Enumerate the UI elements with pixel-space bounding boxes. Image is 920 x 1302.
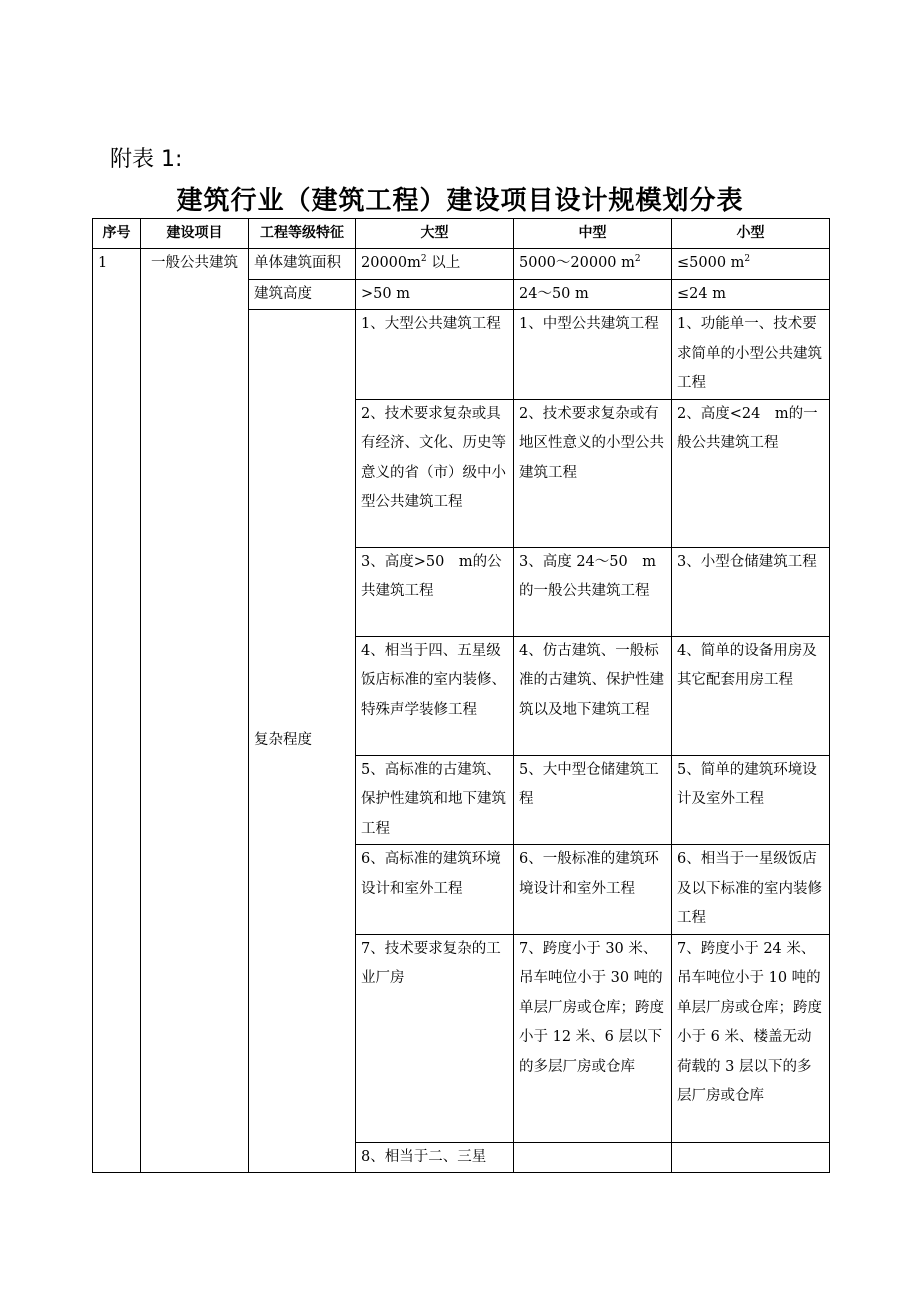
complexity-medium: 3、高度 24～50 m的一般公共建筑工程 (514, 547, 672, 636)
complexity-small: 1、功能单一、技术要求简单的小型公共建筑工程 (672, 310, 830, 400)
complexity-medium: 6、一般标准的建筑环境设计和室外工程 (514, 845, 672, 935)
area-large (356, 249, 514, 280)
header-medium: 中型 (514, 219, 672, 249)
height-small: ≤24 m (672, 279, 830, 310)
height-label: 建筑高度 (249, 279, 356, 310)
area-large-value: 20000m (361, 255, 421, 271)
area-large-unit-sup: 2 (420, 254, 427, 264)
complexity-medium: 7、跨度小于 30 米、吊车吨位小于 30 吨的单层厂房或仓库；跨度小于 12 米、6 层以下的多层厂房或仓库 (514, 934, 672, 1142)
complexity-small: 4、简单的设备用房及其它配套用房工程 (672, 636, 830, 755)
area-small-value: ≤5000 m (677, 255, 745, 271)
complexity-large: 3、高度>50 m的公共建筑工程 (356, 547, 514, 636)
complexity-small: 5、简单的建筑环境设计及室外工程 (672, 755, 830, 845)
complexity-large: 7、技术要求复杂的工业厂房 (356, 934, 514, 1142)
design-scale-table (92, 218, 830, 1173)
complexity-label: 复杂程度 (249, 310, 356, 1173)
header-feature: 工程等级特征 (249, 219, 356, 249)
complexity-small (672, 1142, 830, 1173)
appendix-label: 附表 1: (110, 147, 183, 172)
complexity-large: 1、大型公共建筑工程 (356, 310, 514, 400)
complexity-small: 7、跨度小于 24 米、吊车吨位小于 10 吨的单层厂房或仓库；跨度小于 6 米、楼盖无动荷载的 3 层以下的多层厂房或仓库 (672, 934, 830, 1142)
complexity-medium: 4、仿古建筑、一般标准的古建筑、保护性建筑以及地下建筑工程 (514, 636, 672, 755)
height-large: >50 m (356, 279, 514, 310)
complexity-medium: 2、技术要求复杂或有地区性意义的小型公共建筑工程 (514, 399, 672, 547)
header-large: 大型 (356, 219, 514, 249)
area-medium-unit-sup: 2 (634, 254, 641, 264)
table-header-row (93, 219, 830, 249)
seq-cell: 1 (93, 249, 141, 1173)
complexity-small: 3、小型仓储建筑工程 (672, 547, 830, 636)
area-medium (514, 249, 672, 280)
header-small: 小型 (672, 219, 830, 249)
complexity-large: 5、高标准的古建筑、保护性建筑和地下建筑工程 (356, 755, 514, 845)
height-medium: 24～50 m (514, 279, 672, 310)
complexity-medium: 1、中型公共建筑工程 (514, 310, 672, 400)
area-label: 单体建筑面积 (249, 249, 356, 280)
complexity-large: 8、相当于二、三星 (356, 1142, 514, 1173)
area-small-unit-sup: 2 (744, 254, 751, 264)
area-small (672, 249, 830, 280)
complexity-large: 6、高标准的建筑环境设计和室外工程 (356, 845, 514, 935)
complexity-large: 2、技术要求复杂或具有经济、文化、历史等意义的省（市）级中小型公共建筑工程 (356, 399, 514, 547)
header-project: 建设项目 (141, 219, 249, 249)
complexity-medium (514, 1142, 672, 1173)
complexity-small: 6、相当于一星级饭店及以下标准的室内装修工程 (672, 845, 830, 935)
area-medium-value: 5000～20000 m (519, 255, 635, 271)
complexity-medium: 5、大中型仓储建筑工程 (514, 755, 672, 845)
project-cell: 一般公共建筑 (141, 249, 249, 1173)
area-large-suffix: 以上 (426, 255, 461, 271)
complexity-large: 4、相当于四、五星级饭店标准的室内装修、特殊声学装修工程 (356, 636, 514, 755)
document-title: 建筑行业（建筑工程）建设项目设计规模划分表 (176, 186, 744, 216)
header-seq: 序号 (93, 219, 141, 249)
table-row-area (93, 249, 830, 280)
complexity-small: 2、高度<24 m的一般公共建筑工程 (672, 399, 830, 547)
